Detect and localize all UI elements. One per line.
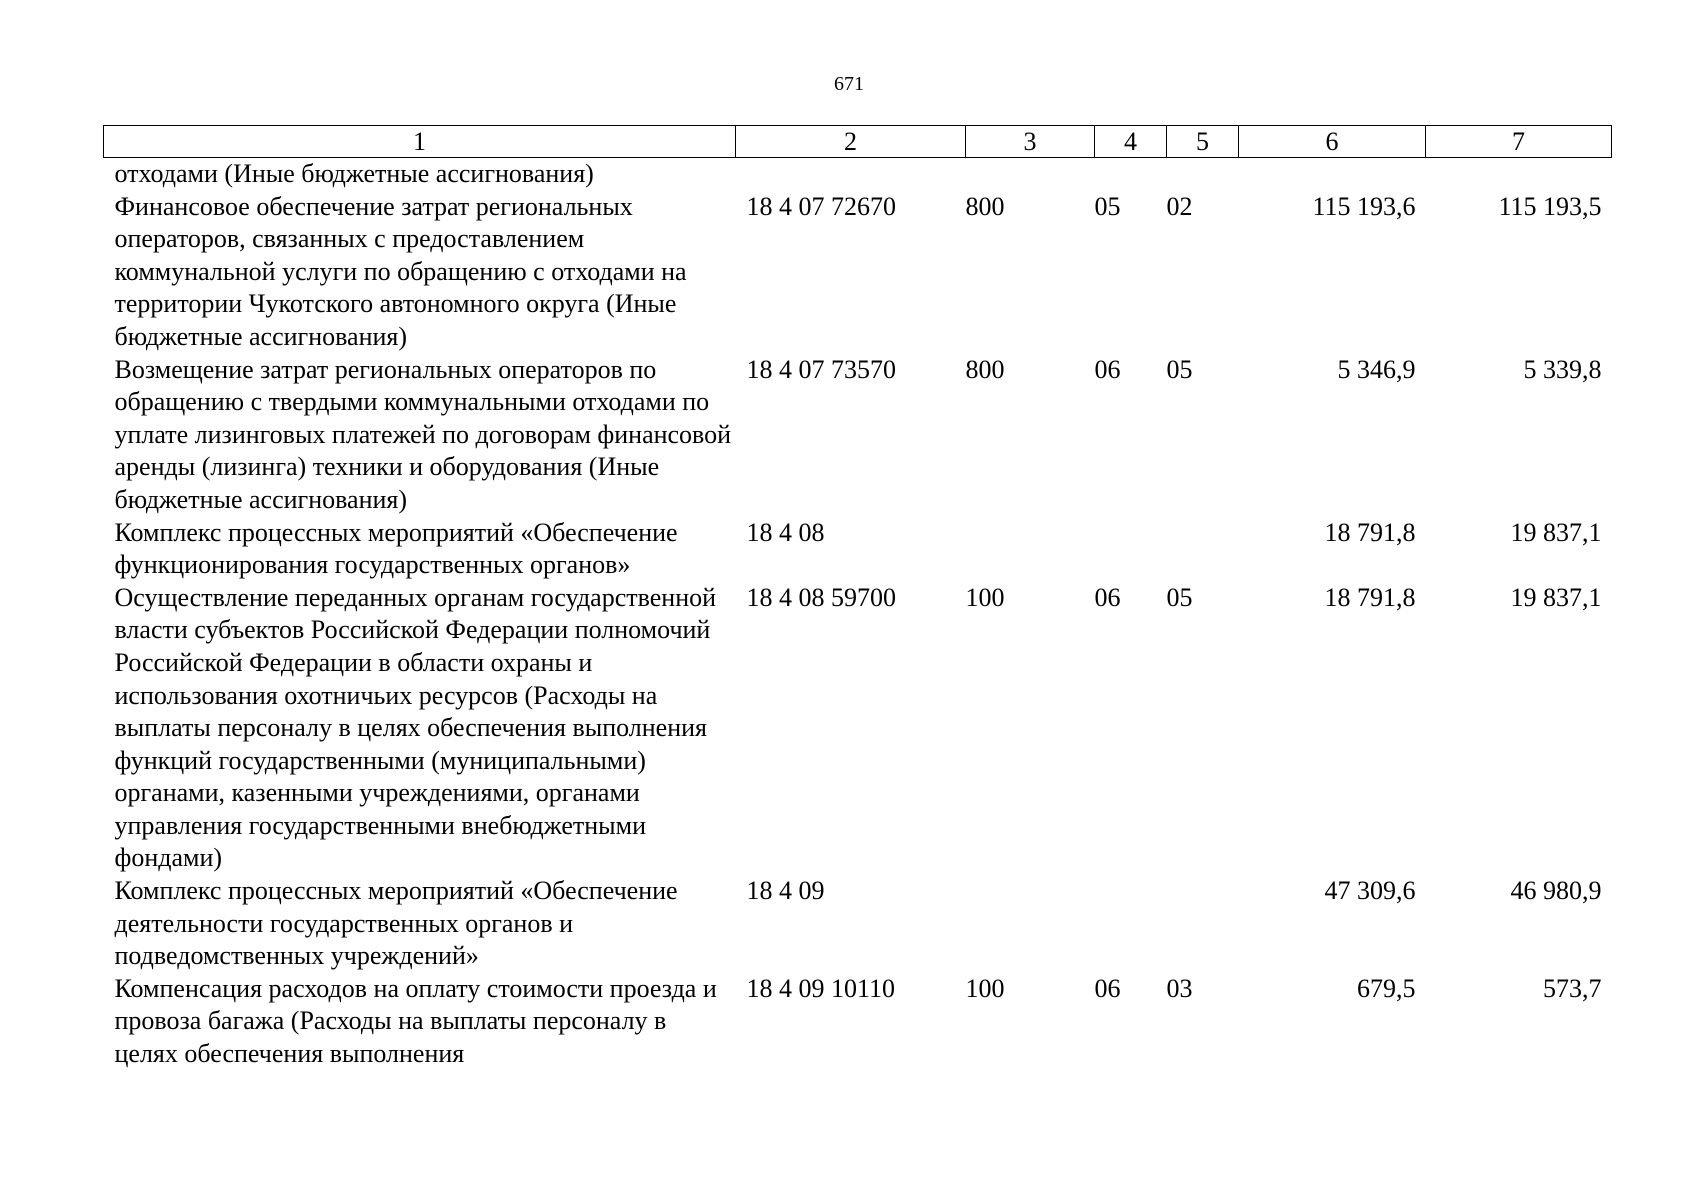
row-name: Возмещение затрат региональных операторов по обращению с твердыми коммунальными отходами по уплате лизинговых платежей по договорам финансовой аренды (лизинга) техники и оборудования (Иные бюджетные ассигнования) xyxy=(114,354,732,514)
table-row xyxy=(104,354,1612,517)
row-name: отходами (Иные бюджетные ассигнования) xyxy=(114,159,594,188)
row-sum-2: 573,7 xyxy=(1543,973,1602,1003)
row-sum-2: 19 837,1 xyxy=(1510,517,1602,547)
row-name: Комплекс процессных мероприятий «Обеспечение деятельности государственных органов и подведомственных учреждений» xyxy=(114,876,678,971)
row-name: Комплекс процессных мероприятий «Обеспечение функционирования государственных органов» xyxy=(114,517,678,580)
row-rz: 05 xyxy=(1094,191,1121,221)
header-col-3: 3 xyxy=(966,126,1095,158)
row-code: 18 4 08 59700 xyxy=(746,582,896,612)
row-code: 18 4 07 72670 xyxy=(746,191,896,221)
page-number: 671 xyxy=(834,73,864,95)
row-name: Осуществление переданных органам государственной власти субъектов Российской Федерации полномочий Российской Федерации в области охраны и использования охотничьих ресурсов (Расходы на выплаты персоналу в целях обеспечения выполнения функций государственными (муниципальными) органами, казенными учреждениями, органами управления государственными внебюджетными фондами) xyxy=(114,582,717,873)
row-pr xyxy=(1167,875,1239,973)
table-row xyxy=(104,582,1612,875)
row-name: Компенсация расходов на оплату стоимости проезда и провоза багажа (Расходы на выплаты персоналу в целях обеспечения выполнения xyxy=(114,973,717,1069)
row-code: 18 4 07 73570 xyxy=(746,354,896,384)
row-code: 18 4 09 xyxy=(746,876,825,906)
budget-table xyxy=(103,125,1612,1071)
row-code xyxy=(736,158,966,191)
row-pr xyxy=(1167,158,1239,191)
row-rz xyxy=(1095,875,1167,973)
header-col-2: 2 xyxy=(736,126,966,158)
table-row xyxy=(104,875,1612,973)
table-header xyxy=(104,126,1612,158)
row-rz: 06 xyxy=(1094,582,1121,612)
row-vr xyxy=(966,158,1095,191)
row-sum-2: 115 193,5 xyxy=(1498,191,1602,221)
row-rz xyxy=(1095,158,1167,191)
row-vr: 800 xyxy=(965,191,1005,221)
table-row xyxy=(104,158,1612,191)
row-vr: 100 xyxy=(965,582,1005,612)
table-row xyxy=(104,517,1612,582)
row-pr: 03 xyxy=(1166,973,1193,1003)
table-row xyxy=(104,973,1612,1071)
row-pr: 02 xyxy=(1166,191,1193,221)
row-code: 18 4 08 xyxy=(746,517,825,547)
row-pr: 05 xyxy=(1166,582,1193,612)
row-sum-1: 18 791,8 xyxy=(1324,582,1416,612)
table-row xyxy=(104,191,1612,354)
row-sum-2 xyxy=(1426,158,1612,191)
row-pr xyxy=(1167,517,1239,582)
row-sum-1 xyxy=(1239,158,1426,191)
row-sum-2: 46 980,9 xyxy=(1510,876,1602,906)
row-vr xyxy=(966,517,1095,582)
header-row xyxy=(104,126,1612,158)
row-vr: 100 xyxy=(965,973,1005,1003)
row-sum-1: 18 791,8 xyxy=(1324,517,1416,547)
row-vr: 800 xyxy=(965,354,1005,384)
row-sum-1: 115 193,6 xyxy=(1312,191,1416,221)
row-rz: 06 xyxy=(1094,354,1121,384)
header-col-5: 5 xyxy=(1167,126,1239,158)
header-col-1: 1 xyxy=(104,126,736,158)
row-rz: 06 xyxy=(1094,973,1121,1003)
row-sum-2: 5 339,8 xyxy=(1523,354,1602,384)
row-name: Финансовое обеспечение затрат региональных операторов, связанных с предоставлением коммунальной услуги по обращению с отходами на территории Чукотского автономного округа (Иные бюджетные ассигнования) xyxy=(114,191,687,351)
row-sum-2: 19 837,1 xyxy=(1510,582,1602,612)
row-vr xyxy=(966,875,1095,973)
header-col-7: 7 xyxy=(1426,126,1612,158)
table-body xyxy=(104,158,1612,1071)
row-pr: 05 xyxy=(1166,354,1193,384)
row-sum-1: 679,5 xyxy=(1357,973,1416,1003)
header-col-6: 6 xyxy=(1239,126,1426,158)
row-code: 18 4 09 10110 xyxy=(746,973,896,1003)
row-rz xyxy=(1095,517,1167,582)
header-col-4: 4 xyxy=(1095,126,1167,158)
row-sum-1: 5 346,9 xyxy=(1337,354,1416,384)
row-sum-1: 47 309,6 xyxy=(1324,876,1416,906)
